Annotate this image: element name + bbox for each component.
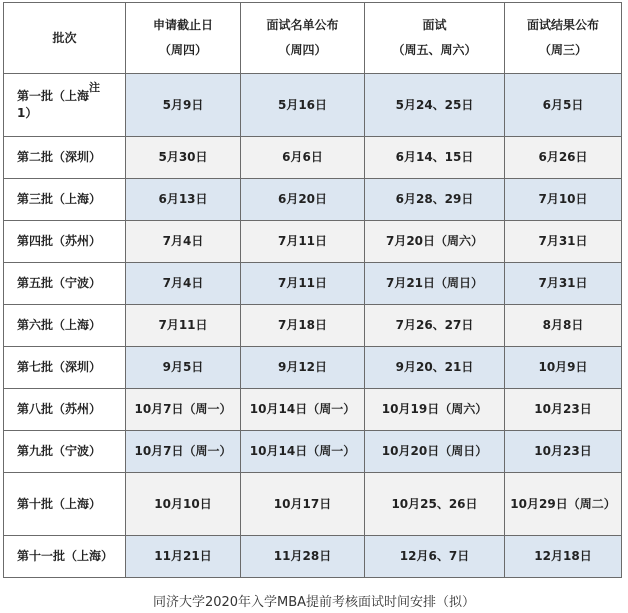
table-row <box>4 536 622 578</box>
result-cell: 10月23日 <box>505 389 622 431</box>
table-row <box>4 137 622 179</box>
result-cell: 7月10日 <box>505 179 622 221</box>
interview-cell: 7月26、27日 <box>365 305 505 347</box>
deadline-cell: 10月7日（周一） <box>126 431 241 473</box>
result-cell: 6月5日 <box>505 74 622 137</box>
list-cell: 10月14日（周一） <box>241 431 365 473</box>
deadline-cell: 7月4日 <box>126 221 241 263</box>
batch-cell: 第九批（宁波） <box>4 431 126 473</box>
list-cell: 6月20日 <box>241 179 365 221</box>
batch-cell: 第五批（宁波） <box>4 263 126 305</box>
list-cell: 7月18日 <box>241 305 365 347</box>
header-result <box>505 3 622 74</box>
batch-cell: 第七批（深圳） <box>4 347 126 389</box>
list-cell: 10月17日 <box>241 473 365 536</box>
header-result-label: 面试结果公布 <box>526 18 599 32</box>
result-cell: 10月23日 <box>505 431 622 473</box>
table-row <box>4 389 622 431</box>
deadline-cell: 5月9日 <box>126 74 241 137</box>
result-cell: 6月26日 <box>505 137 622 179</box>
interview-cell: 5月24、25日 <box>365 74 505 137</box>
deadline-cell: 6月13日 <box>126 179 241 221</box>
list-cell: 5月16日 <box>241 74 365 137</box>
result-cell: 10月9日 <box>505 347 622 389</box>
table-row <box>4 431 622 473</box>
header-result-day: （周三） <box>538 43 587 57</box>
list-cell: 7月11日 <box>241 221 365 263</box>
deadline-cell: 7月4日 <box>126 263 241 305</box>
table-row <box>4 347 622 389</box>
table-row <box>4 74 622 137</box>
batch-cell: 第二批（深圳） <box>4 137 126 179</box>
table-row <box>4 263 622 305</box>
result-cell: 7月31日 <box>505 221 622 263</box>
batch-cell: 第三批（上海） <box>4 179 126 221</box>
header-batch-label: 批次 <box>52 30 77 45</box>
batch-cell: 第四批（苏州） <box>4 221 126 263</box>
interview-cell: 10月25、26日 <box>365 473 505 536</box>
header-interview <box>365 3 505 74</box>
list-cell: 11月28日 <box>241 536 365 578</box>
list-cell: 6月6日 <box>241 137 365 179</box>
batch-cell: 第六批（上海） <box>4 305 126 347</box>
interview-cell: 10月19日（周六） <box>365 389 505 431</box>
header-interview-day: （周五、周六） <box>392 43 477 57</box>
interview-cell: 12月6、7日 <box>365 536 505 578</box>
header-list-day: （周四） <box>278 43 327 57</box>
batch-cell: 第八批（苏州） <box>4 389 126 431</box>
interview-cell: 9月20、21日 <box>365 347 505 389</box>
header-row <box>4 3 622 74</box>
list-cell: 7月11日 <box>241 263 365 305</box>
header-deadline <box>126 3 241 74</box>
interview-cell: 7月21日（周日） <box>365 263 505 305</box>
result-cell: 7月31日 <box>505 263 622 305</box>
result-cell: 12月18日 <box>505 536 622 578</box>
table-row <box>4 473 622 536</box>
header-deadline-day: （周四） <box>158 43 207 57</box>
table-row <box>4 179 622 221</box>
result-cell: 10月29日（周二） <box>505 473 622 536</box>
interview-cell: 6月28、29日 <box>365 179 505 221</box>
deadline-cell: 10月7日（周一） <box>126 389 241 431</box>
deadline-cell: 5月30日 <box>126 137 241 179</box>
header-deadline-label: 申请截止日 <box>152 18 213 32</box>
header-batch <box>4 3 126 74</box>
batch-label: 第一批（上海 <box>17 89 90 103</box>
batch-label-tail: 1） <box>17 106 38 120</box>
deadline-cell: 9月5日 <box>126 347 241 389</box>
table-row <box>4 305 622 347</box>
header-interview-label: 面试 <box>422 18 447 32</box>
footnote-marker: 注 <box>89 81 101 94</box>
batch-cell <box>4 74 126 137</box>
batch-cell: 第十一批（上海） <box>4 536 126 578</box>
deadline-cell: 11月21日 <box>126 536 241 578</box>
header-list <box>241 3 365 74</box>
deadline-cell: 10月10日 <box>126 473 241 536</box>
interview-cell: 6月14、15日 <box>365 137 505 179</box>
deadline-cell: 7月11日 <box>126 305 241 347</box>
list-cell: 9月12日 <box>241 347 365 389</box>
batch-cell: 第十批（上海） <box>4 473 126 536</box>
table-row <box>4 221 622 263</box>
list-cell: 10月14日（周一） <box>241 389 365 431</box>
table-caption: 同济大学2020年入学MBA提前考核面试时间安排（拟） <box>152 595 476 610</box>
result-cell: 8月8日 <box>505 305 622 347</box>
schedule-table <box>3 2 622 578</box>
interview-cell: 10月20日（周日） <box>365 431 505 473</box>
interview-cell: 7月20日（周六） <box>365 221 505 263</box>
header-list-label: 面试名单公布 <box>266 18 339 32</box>
